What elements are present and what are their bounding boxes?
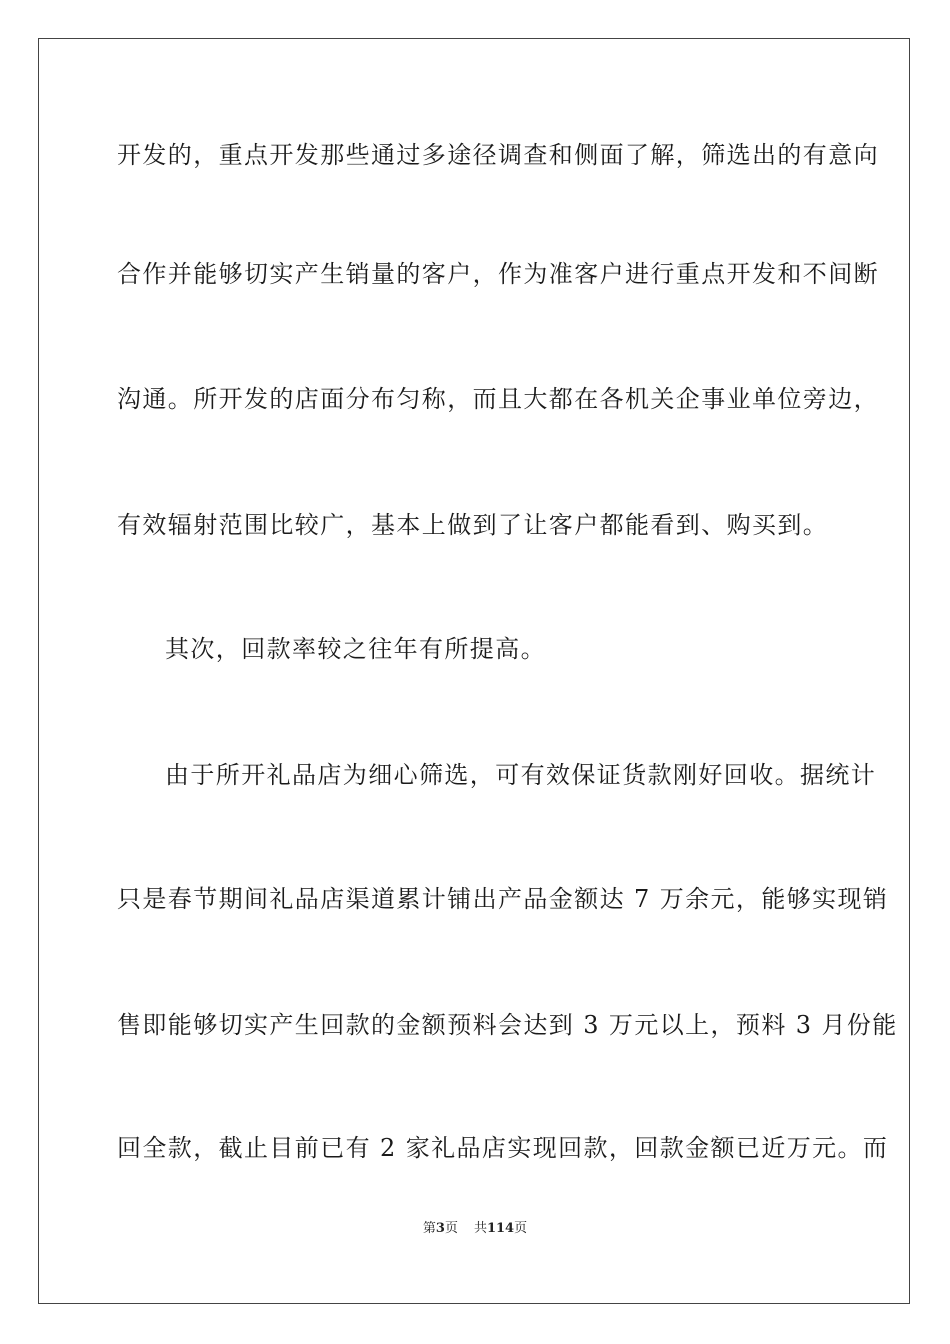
text-line: 沟通。所开发的店面分布匀称，而且大都在各机关企事业单位旁边， [117, 385, 879, 413]
page-prefix: 第 [422, 1221, 436, 1236]
text-line: 合作并能够切实产生销量的客户，作为准客户进行重点开发和不间断 [117, 260, 879, 288]
total-pages: 114 [486, 1221, 515, 1236]
text-line: 售即能够切实产生回款的金额预料会达到 3 万元以上，预料 3 月份能 [117, 1011, 898, 1039]
page-footer [0, 1220, 950, 1238]
page-number: 3 [435, 1221, 445, 1236]
text-line: 回全款，截止目前已有 2 家礼品店实现回款，回款金额已近万元。而 [117, 1134, 889, 1162]
text-line: 有效辐射范围比较广，基本上做到了让客户都能看到、购买到。 [117, 511, 829, 539]
text-line: 只是春节期间礼品店渠道累计铺出产品金额达 7 万余元，能够实现销 [117, 885, 889, 913]
page-border [38, 38, 910, 1304]
page-suffix: 页 [444, 1221, 458, 1236]
text-line: 开发的，重点开发那些通过多途径调查和侧面了解，筛选出的有意向 [117, 141, 879, 169]
text-line: 其次，回款率较之往年有所提高。 [165, 635, 546, 663]
total-prefix: 共 [473, 1221, 487, 1236]
total-suffix: 页 [514, 1221, 528, 1236]
text-line: 由于所开礼品店为细心筛选，可有效保证货款刚好回收。据统计 [165, 761, 877, 789]
